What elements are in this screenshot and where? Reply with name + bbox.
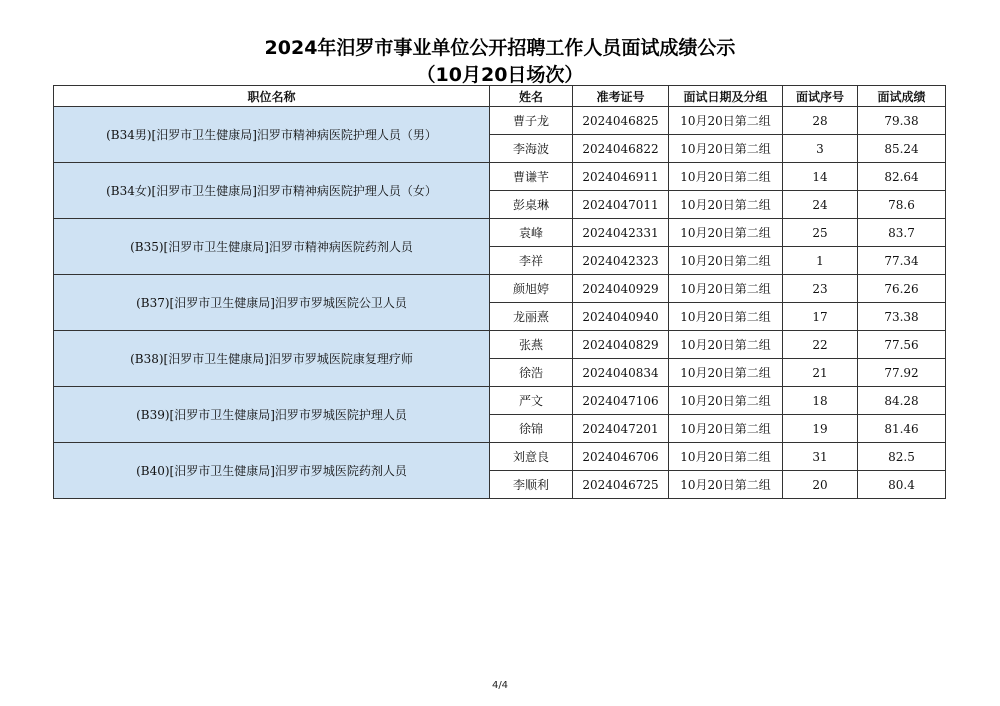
name-cell: 龙丽熹: [490, 303, 573, 331]
table-row: [54, 331, 946, 359]
name-cell: 刘意良: [490, 443, 573, 471]
name-cell: 严文: [490, 387, 573, 415]
sequence-cell: 20: [783, 471, 858, 499]
sequence-cell: 21: [783, 359, 858, 387]
exam-id-cell: 2024047201: [573, 415, 669, 443]
name-cell: 徐锦: [490, 415, 573, 443]
date-group-cell: 10月20日第二组: [669, 443, 783, 471]
exam-id-cell: 2024046706: [573, 443, 669, 471]
date-group-cell: 10月20日第二组: [669, 415, 783, 443]
score-cell: 82.5: [858, 443, 946, 471]
name-cell: 曹子龙: [490, 107, 573, 135]
position-cell: (B35)[汨罗市卫生健康局]汨罗市精神病医院药剂人员: [54, 219, 490, 275]
sequence-cell: 23: [783, 275, 858, 303]
table-row: [54, 163, 946, 191]
exam-id-cell: 2024040940: [573, 303, 669, 331]
position-cell: (B37)[汨罗市卫生健康局]汨罗市罗城医院公卫人员: [54, 275, 490, 331]
score-cell: 76.26: [858, 275, 946, 303]
column-header-exam-id: 准考证号: [573, 86, 669, 107]
name-cell: 袁峰: [490, 219, 573, 247]
score-cell: 77.34: [858, 247, 946, 275]
date-group-cell: 10月20日第二组: [669, 359, 783, 387]
sequence-cell: 31: [783, 443, 858, 471]
name-cell: 李祥: [490, 247, 573, 275]
sequence-cell: 25: [783, 219, 858, 247]
position-cell: (B34男)[汨罗市卫生健康局]汨罗市精神病医院护理人员（男）: [54, 107, 490, 163]
name-cell: 张燕: [490, 331, 573, 359]
position-cell: (B40)[汨罗市卫生健康局]汨罗市罗城医院药剂人员: [54, 443, 490, 499]
score-cell: 83.7: [858, 219, 946, 247]
sequence-cell: 1: [783, 247, 858, 275]
table-row: [54, 219, 946, 247]
score-cell: 78.6: [858, 191, 946, 219]
name-cell: 颜旭婷: [490, 275, 573, 303]
date-group-cell: 10月20日第二组: [669, 247, 783, 275]
table-row: [54, 387, 946, 415]
score-cell: 81.46: [858, 415, 946, 443]
score-cell: 73.38: [858, 303, 946, 331]
position-cell: (B34女)[汨罗市卫生健康局]汨罗市精神病医院护理人员（女）: [54, 163, 490, 219]
name-cell: 彭桌琳: [490, 191, 573, 219]
exam-id-cell: 2024046822: [573, 135, 669, 163]
exam-id-cell: 2024046725: [573, 471, 669, 499]
sequence-cell: 24: [783, 191, 858, 219]
exam-id-cell: 2024042323: [573, 247, 669, 275]
date-group-cell: 10月20日第二组: [669, 275, 783, 303]
table-row: [54, 443, 946, 471]
table-body: [54, 107, 946, 499]
sequence-cell: 22: [783, 331, 858, 359]
column-header-date-group: 面试日期及分组: [669, 86, 783, 107]
score-cell: 84.28: [858, 387, 946, 415]
date-group-cell: 10月20日第二组: [669, 163, 783, 191]
date-group-cell: 10月20日第二组: [669, 331, 783, 359]
score-cell: 80.4: [858, 471, 946, 499]
position-cell: (B39)[汨罗市卫生健康局]汨罗市罗城医院护理人员: [54, 387, 490, 443]
date-group-cell: 10月20日第二组: [669, 135, 783, 163]
score-cell: 79.38: [858, 107, 946, 135]
score-cell: 82.64: [858, 163, 946, 191]
column-header-position: 职位名称: [54, 86, 490, 107]
date-group-cell: 10月20日第二组: [669, 471, 783, 499]
sequence-cell: 18: [783, 387, 858, 415]
exam-id-cell: 2024042331: [573, 219, 669, 247]
name-cell: 李海波: [490, 135, 573, 163]
sequence-cell: 28: [783, 107, 858, 135]
page-title: 2024年汨罗市事业单位公开招聘工作人员面试成绩公示: [264, 37, 736, 59]
exam-id-cell: 2024047106: [573, 387, 669, 415]
table-row: [54, 275, 946, 303]
score-cell: 85.24: [858, 135, 946, 163]
exam-id-cell: 2024040829: [573, 331, 669, 359]
sequence-cell: 14: [783, 163, 858, 191]
column-header-name: 姓名: [490, 86, 573, 107]
score-cell: 77.92: [858, 359, 946, 387]
column-header-sequence: 面试序号: [783, 86, 858, 107]
date-group-cell: 10月20日第二组: [669, 191, 783, 219]
table-row: [54, 107, 946, 135]
date-group-cell: 10月20日第二组: [669, 107, 783, 135]
score-cell: 77.56: [858, 331, 946, 359]
exam-id-cell: 2024046911: [573, 163, 669, 191]
exam-id-cell: 2024047011: [573, 191, 669, 219]
scores-table: [53, 85, 946, 499]
date-group-cell: 10月20日第二组: [669, 387, 783, 415]
exam-id-cell: 2024040929: [573, 275, 669, 303]
position-cell: (B38)[汨罗市卫生健康局]汨罗市罗城医院康复理疗师: [54, 331, 490, 387]
page-number: 4/4: [491, 680, 509, 691]
date-group-cell: 10月20日第二组: [669, 219, 783, 247]
table-header: [54, 86, 946, 107]
exam-id-cell: 2024040834: [573, 359, 669, 387]
exam-id-cell: 2024046825: [573, 107, 669, 135]
name-cell: 曹谦芊: [490, 163, 573, 191]
sequence-cell: 17: [783, 303, 858, 331]
page-subtitle: （10月20日场次）: [416, 64, 584, 86]
sequence-cell: 3: [783, 135, 858, 163]
name-cell: 李顺利: [490, 471, 573, 499]
sequence-cell: 19: [783, 415, 858, 443]
name-cell: 徐浩: [490, 359, 573, 387]
date-group-cell: 10月20日第二组: [669, 303, 783, 331]
column-header-score: 面试成绩: [858, 86, 946, 107]
